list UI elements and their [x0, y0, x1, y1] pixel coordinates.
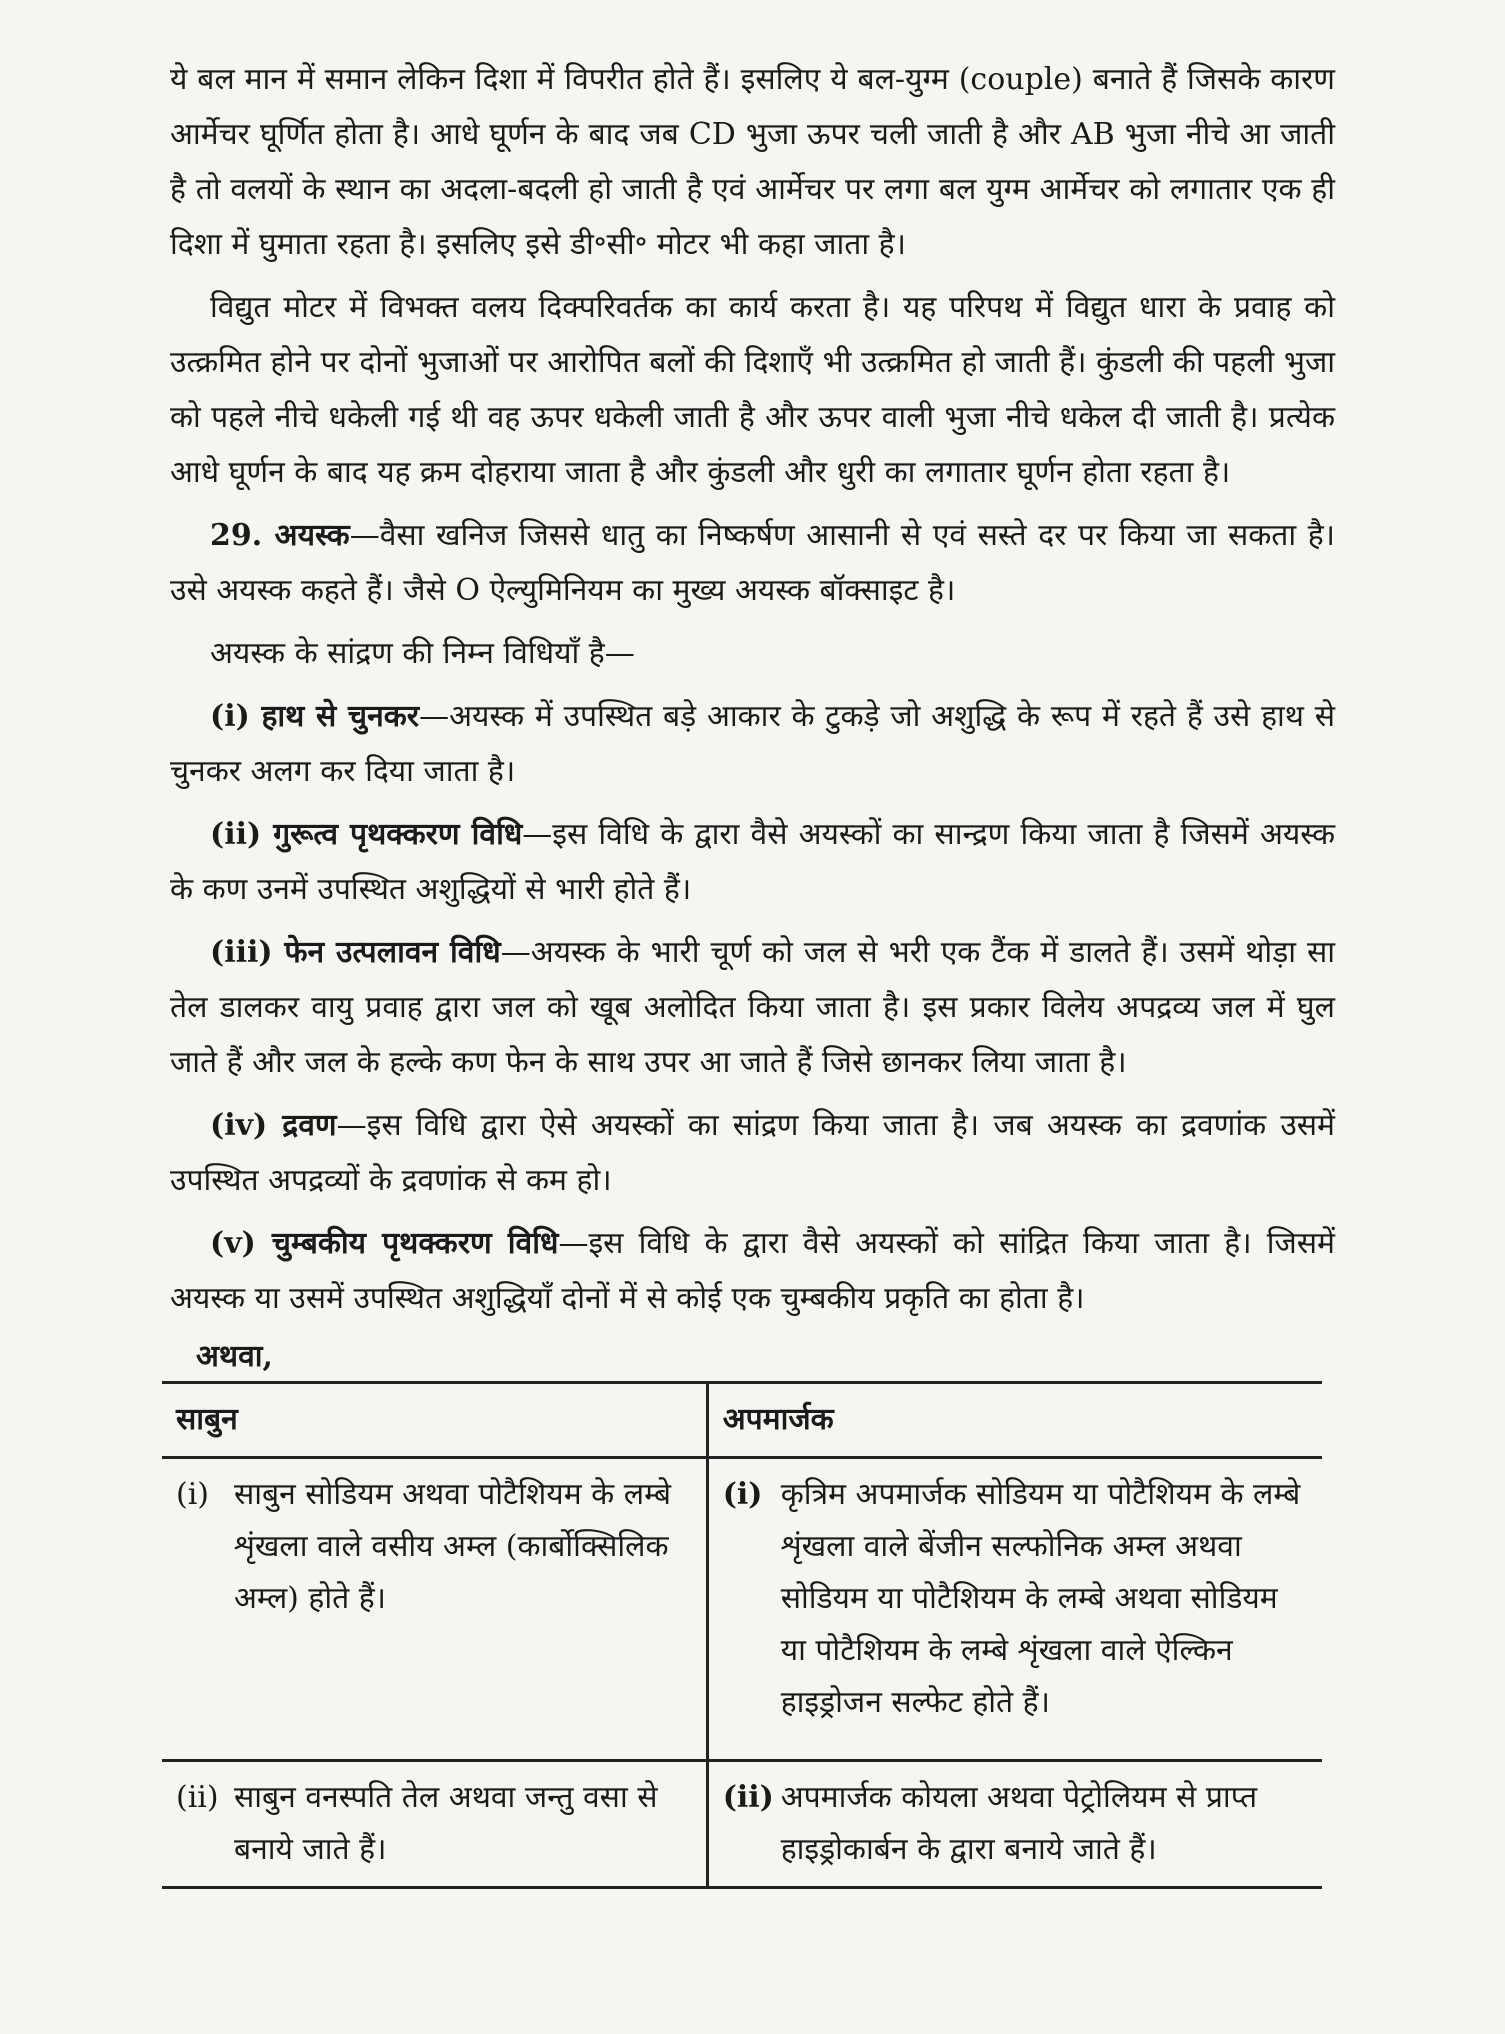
- question-29: [170, 508, 1335, 618]
- method-text: —इस विधि के द्वारा वैसे अयस्कों का सान्द्रण किया जाता है जिसमें अयस्क के कण उनमें उपस्थित अशुद्धियों से भारी होते हैं।: [170, 817, 1335, 907]
- paragraph-couple: ये बल मान में समान लेकिन दिशा में विपरीत होते हैं। इसलिए ये बल-युग्म (couple) बनाते हैं जिसके कारण आर्मेचर घूर्णित होता है। आधे घूर्णन के बाद जब CD भुजा ऊपर चली जाती है और AB भुजा नीचे आ जाती है तो वलयों के स्थान का अदला-बदली हो जाती है एवं आर्मेचर पर लगा बल युग्म आर्मेचर को लगातार एक ही दिशा में घुमाता रहता है। इसलिए इसे डी॰सी॰ मोटर भी कहा जाता है।: [170, 62, 1335, 262]
- method-text: —इस विधि के द्वारा वैसे अयस्कों को सांद्रित किया जाता है। जिसमें अयस्क या उसमें उपस्थित अशुद्धियाँ दोनों में से कोई एक चुम्बकीय प्रकृति का होता है।: [170, 1226, 1336, 1316]
- cell-text: साबुन सोडियम अथवा पोटैशियम के लम्बे शृंखला वाले वसीय अम्ल (कार्बोक्सिलिक अम्ल) होते हैं।: [234, 1477, 671, 1616]
- method-text: —अयस्क के भारी चूर्ण को जल से भरी एक टैंक में डालते हैं। उसमें थोड़ा सा तेल डालकर वायु प्रवाह द्वारा जल को खूब अलोदित किया जाता है। इस प्रकार विलेय अपद्रव्य जल में घुल जाते हैं और जल के हल्के कण फेन के साथ उपर आ जाते हैं जिसे छानकर लिया जाता है।: [170, 935, 1335, 1080]
- method-item: [170, 1216, 1335, 1326]
- table-header-detergent: अपमार्जक: [707, 1383, 1322, 1458]
- method-item: [170, 925, 1335, 1090]
- row-number: (ii): [176, 1780, 219, 1815]
- method-item: [170, 1098, 1335, 1208]
- table-cell: [707, 1761, 1322, 1888]
- method-text: —इस विधि द्वारा ऐसे अयस्कों का सांद्रण किया जाता है। जब अयस्क का द्रवणांक उसमें उपस्थित अपद्रव्यों के द्रवणांक से कम हो।: [170, 1108, 1335, 1198]
- table-cell: [162, 1458, 707, 1761]
- cell-text: साबुन वनस्पति तेल अथवा जन्तु वसा से बनाये जाते हैं।: [234, 1780, 658, 1867]
- method-head: (iii) फेन उत्पलावन विधि: [210, 935, 501, 970]
- methods-intro: अयस्क के सांद्रण की निम्न विधियाँ है—: [210, 636, 635, 671]
- method-head: (i) हाथ से चुनकर: [210, 699, 420, 734]
- cell-text: कृत्रिम अपमार्जक सोडियम या पोटैशियम के लम्बे शृंखला वाले बेंजीन सल्फोनिक अम्ल अथवा सोडियम या पोटैशियम के लम्बे अथवा सोडियम या पोटैशियम के लम्बे शृंखला वाले ऐल्किन हाइड्रोजन सल्फेट होते हैं।: [780, 1477, 1301, 1720]
- table-row: [162, 1458, 1322, 1761]
- method-text: —अयस्क में उपस्थित बड़े आकार के टुकड़े जो अशुद्धि के रूप में रहते हैं उसे हाथ से चुनकर अलग कर दिया जाता है।: [170, 699, 1336, 789]
- row-number: (i): [722, 1477, 763, 1512]
- row-number: (ii): [722, 1780, 774, 1815]
- cell-text: अपमार्जक कोयला अथवा पेट्रोलियम से प्राप्त हाइड्रोकार्बन के द्वारा बनाये जाते हैं।: [780, 1780, 1258, 1867]
- method-head: (ii) गुरूत्व पृथक्करण विधि: [210, 817, 523, 852]
- table-header-row: [162, 1383, 1322, 1458]
- question-29-head: 29. अयस्क: [210, 518, 350, 553]
- or-label: अथवा,: [196, 1339, 273, 1374]
- table-header-soap: साबुन: [162, 1383, 707, 1458]
- soap-detergent-table: [162, 1381, 1322, 1889]
- method-head: (v) चुम्बकीय पृथक्करण विधि: [210, 1226, 559, 1261]
- question-29-text: —वैसा खनिज जिससे धातु का निष्कर्षण आसानी से एवं सस्ते दर पर किया जा सकता है। उसे अयस्क कहते हैं। जैसे O ऐल्युमिनियम का मुख्य अयस्क बॉक्साइट है।: [170, 518, 1336, 608]
- method-item: [170, 807, 1335, 917]
- method-head: (iv) द्रवण: [210, 1108, 337, 1143]
- row-number: (i): [176, 1477, 210, 1512]
- paragraph-commutator: विद्युत मोटर में विभक्त वलय दिक्परिवर्तक का कार्य करता है। यह परिपथ में विद्युत धारा के प्रवाह को उत्क्रमित होने पर दोनों भुजाओं पर आरोपित बलों की दिशाएँ भी उत्क्रमित हो जाती हैं। कुंडली की पहली भुजा को पहले नीचे धकेली गई थी वह ऊपर धकेली जाती है और ऊपर वाली भुजा नीचे धकेल दी जाती है। प्रत्येक आधे घूर्णन के बाद यह क्रम दोहराया जाता है और कुंडली और धुरी का लगातार घूर्णन होता रहता है।: [170, 290, 1335, 490]
- method-item: [170, 689, 1335, 799]
- table-cell: [162, 1761, 707, 1888]
- table-row: [162, 1761, 1322, 1888]
- table-cell: [707, 1458, 1322, 1761]
